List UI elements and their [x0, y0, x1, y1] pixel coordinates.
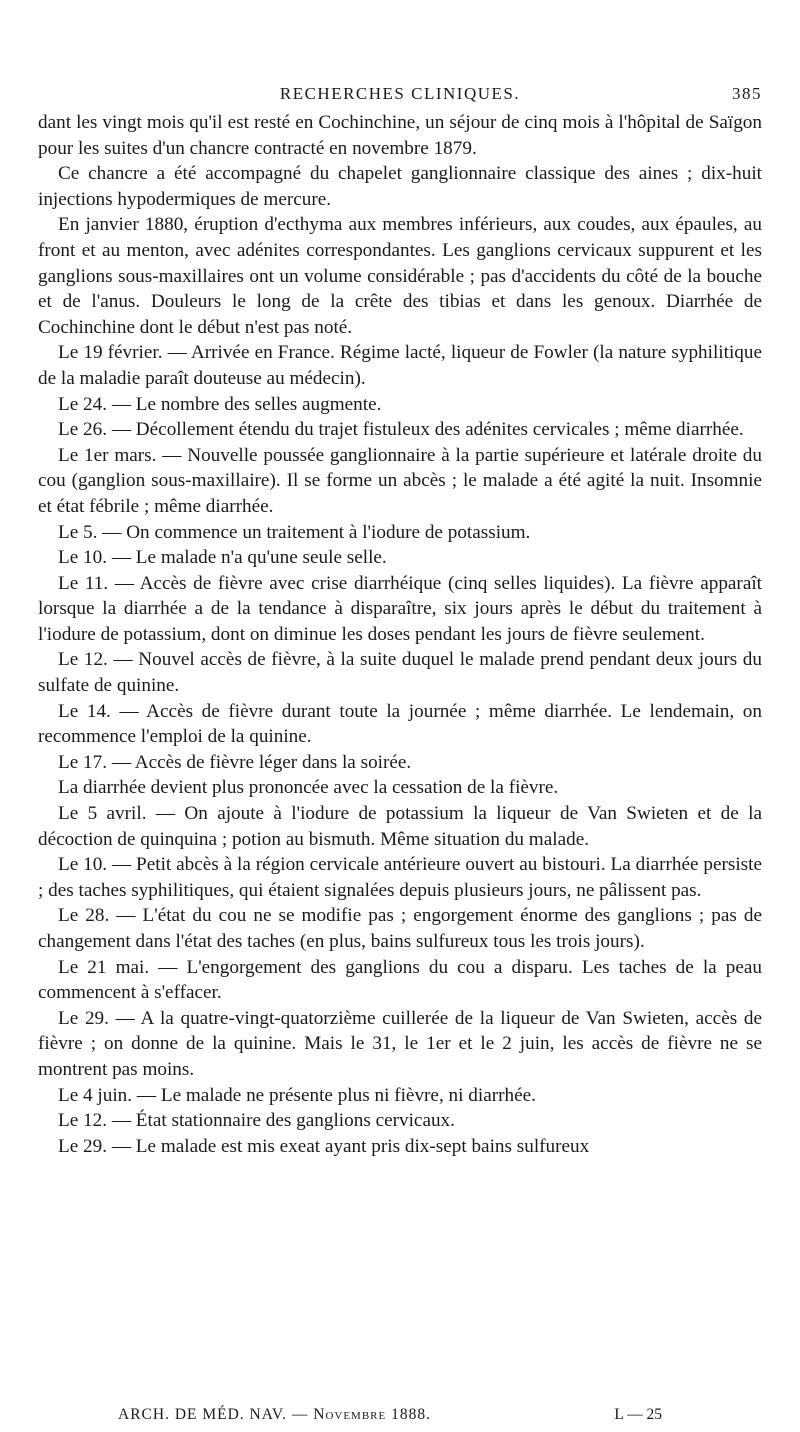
paragraph: Ce chancre a été accompagné du chapelet ganglionnaire classique des aines ; dix-huit injections hypodermiques de mercure.	[38, 163, 762, 210]
paragraph: Le 5. — On commence un traitement à l'iodure de potassium.	[58, 521, 531, 543]
page-footer	[118, 1406, 662, 1424]
paragraph: La diarrhée devient plus prononcée avec la cessation de la fièvre.	[58, 777, 559, 799]
page-number: 385	[732, 84, 762, 103]
paragraph: Le 5 avril. — On ajoute à l'iodure de potassium la liqueur de Van Swieten et de la décoction de quinquina ; potion au bismuth. Même situation du malade.	[38, 803, 762, 850]
paragraph: Le 21 mai. — L'engorgement des ganglions du cou a disparu. Les taches de la peau commencent à s'effacer.	[38, 956, 762, 1004]
paragraph: Le 4 juin. — Le malade ne présente plus ni fièvre, ni diarrhée.	[58, 1084, 536, 1106]
footer-signature: L — 25	[614, 1406, 662, 1423]
paragraph: Le 19 février. — Arrivée en France. Régime lacté, liqueur de Fowler (la nature syphilitique de la maladie paraît douteuse au médecin).	[38, 342, 762, 389]
paragraph: Le 14. — Accès de fièvre durant toute la journée ; même diarrhée. Le lendemain, on recommence l'emploi de la quinine.	[38, 700, 762, 748]
paragraph: Le 12. — État stationnaire des ganglions cervicaux.	[58, 1110, 455, 1132]
paragraph: Le 1er mars. — Nouvelle poussée ganglionnaire à la partie supérieure et latérale droite du cou (ganglion sous-maxillaire). Il se forme un abcès ; le malade a été agité la nuit. Insomnie et état fébrile ; même diarrhée.	[38, 444, 762, 517]
paragraph: Le 29. — A la quatre-vingt-quatorzième cuillerée de la liqueur de Van Swieten, accès de fièvre ; on donne de la quinine. Mais le 31, le 1er et le 2 juin, les accès de fièvre ne se montrent pas moins.	[38, 1007, 762, 1080]
paragraph: Le 17. — Accès de fièvre léger dans la soirée.	[58, 751, 412, 773]
running-title: RECHERCHES CLINIQUES.	[279, 84, 521, 103]
running-head	[38, 84, 762, 110]
paragraph: Le 10. — Le malade n'a qu'une seule selle.	[58, 547, 387, 569]
paragraph: En janvier 1880, éruption d'ecthyma aux membres inférieurs, aux coudes, aux épaules, au front et au menton, avec adénites correspondantes. Les ganglions cervicaux suppurent et les ganglions sous-maxillaires ont un volume considérable ; pas d'accidents du côté de la bouche et de l'anus. Douleurs le long de la crête des tibias et dans les genoux. Diarrhée de Cochinchine dont le début n'est pas noté.	[38, 214, 762, 338]
paragraph: Le 10. — Petit abcès à la région cervicale antérieure ouvert au bistouri. La diarrhée persiste ; des taches syphilitiques, qui étaient signalées depuis plusieurs jours, ne pâlissent pas.	[38, 854, 762, 901]
paragraph: Le 28. — L'état du cou ne se modifie pas ; engorgement énorme des ganglions ; pas de changement dans l'état des taches (en plus, bains sulfureux tous les trois jours).	[38, 905, 762, 952]
body-text	[38, 110, 762, 1159]
paragraph: Le 24. — Le nombre des selles augmente.	[58, 393, 382, 415]
footer-journal: ARCH. DE MÉD. NAV. — Novembre 1888.	[118, 1406, 431, 1423]
paragraph: dant les vingt mois qu'il est resté en Cochinchine, un séjour de cinq mois à l'hôpital de Saïgon pour les suites d'un chancre contracté en novembre 1879.	[38, 112, 762, 159]
paragraph: Le 26. — Décollement étendu du trajet fistuleux des adénites cervicales ; même diarrhée.	[58, 419, 744, 441]
paragraph: Le 12. — Nouvel accès de fièvre, à la suite duquel le malade prend pendant deux jours du sulfate de quinine.	[38, 649, 762, 697]
paragraph: Le 29. — Le malade est mis exeat ayant pris dix-sept bains sulfureux	[58, 1135, 590, 1157]
paragraph: Le 11. — Accès de fièvre avec crise diarrhéique (cinq selles liquides). La fièvre apparaît lorsque la diarrhée a de la tendance à disparaître, six jours après le début du traitement à l'iodure de potassium, dont on diminue les doses pendant les jours de fièvre seulement.	[38, 572, 762, 645]
